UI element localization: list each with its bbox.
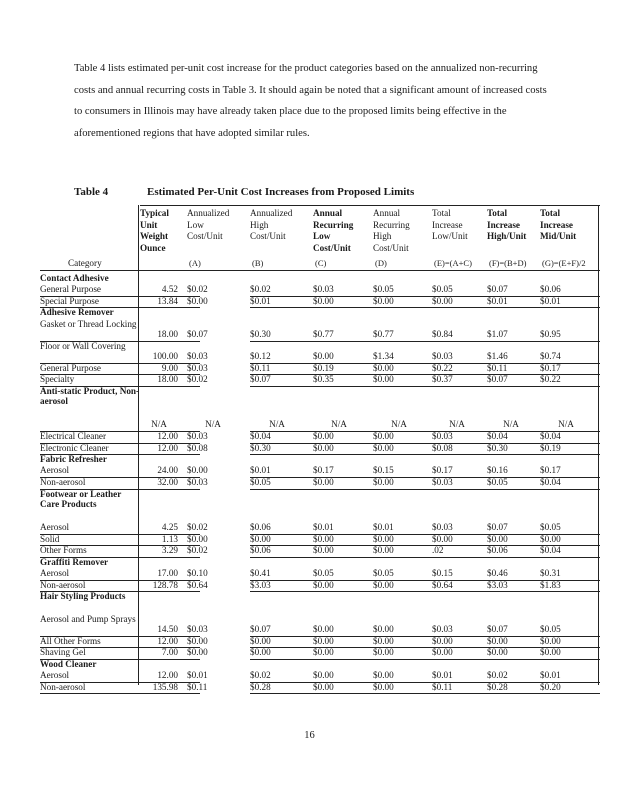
column-header: Total Increase Mid/Unit [540,208,577,241]
row-category: Electrical Cleaner [40,431,107,441]
cell-value: $0.00 [313,431,334,441]
cell-value: $0.28 [250,681,271,692]
row-category: Specialty [40,374,75,385]
cell-value: $0.00 [187,647,208,658]
cell-value: $0.31 [540,568,561,579]
cell-value: $0.00 [313,635,334,646]
row-category: Electronic Cleaner [40,442,109,453]
cell-value: $0.01 [373,522,394,533]
cell-value: $0.07 [487,522,508,533]
cell-value: $0.10 [187,568,208,579]
cell-value: $0.03 [187,350,208,361]
table-row [40,363,600,375]
cell-value: $0.02 [187,284,208,295]
cell-value: $0.01 [250,295,271,306]
section-heading: Adhesive Remover [40,307,114,318]
cell-value: $0.17 [432,465,453,476]
cell-value: $0.03 [432,431,453,441]
cell-value: $0.00 [487,635,508,646]
section-heading: Anti-static Product, Non-aerosol [40,385,140,406]
cell-value: $0.00 [487,647,508,658]
cell-value: $0.00 [313,350,334,361]
column-header: Annual Recurring Low Cost/Unit [313,208,354,253]
cell-value: $0.35 [313,374,334,385]
cell-value: $0.07 [250,374,271,385]
cell-value: $0.00 [373,623,394,634]
row-category: Aerosol [40,522,70,533]
cell-value: $0.00 [432,533,453,544]
table-row [40,580,600,592]
row-category: Other Forms [40,545,87,556]
cell-value: $0.03 [432,350,453,361]
section-heading: Fabric Refresher [40,454,107,465]
cell-value: $0.16 [487,465,508,476]
table-row [40,296,600,308]
table-row [40,568,600,580]
cell-value: $1.07 [487,328,508,339]
row-category: Gasket or Thread Locking [40,318,137,329]
table-row [40,341,600,363]
cell-value: $0.05 [313,568,334,579]
cell-value: $0.03 [432,477,453,487]
table-row [40,647,600,659]
row-category: Floor or Wall Covering [40,340,126,351]
cell-value: 4.52 [161,284,178,295]
cell-value: $0.11 [187,681,208,692]
cell-value: $0.28 [487,681,508,692]
cell-value: $0.03 [313,284,334,295]
row-rule [250,591,600,592]
cell-value: $0.00 [432,295,453,306]
cell-value: 9.00 [161,362,178,373]
cell-value: $0.05 [250,477,271,487]
table-row [40,636,600,648]
column-formula: (A) [189,258,201,268]
row-category: Aerosol [40,670,70,681]
cell-value: 32.00 [157,477,178,487]
cell-value: $0.02 [250,284,271,295]
table-row [40,534,600,546]
row-category: General Purpose [40,362,101,373]
cell-value: $0.06 [250,522,271,533]
row-category: General Purpose [40,284,101,295]
section-heading: Contact Adhesive [40,273,109,283]
column-formula: (E)=(A+C) [434,258,472,268]
cell-value: $0.19 [313,362,334,373]
column-header: Annualized Low Cost/Unit [187,208,230,241]
header-rule [140,205,600,206]
cell-value: 12.00 [157,431,178,441]
cell-value: $0.00 [187,295,208,306]
cell-value: $0.05 [540,522,561,533]
cell-value: $0.00 [187,465,208,476]
cell-value: $0.06 [540,284,561,295]
section-heading: Footwear or Leather Care Products [40,488,122,509]
cell-value: $0.00 [540,533,561,544]
cell-value: $0.00 [313,579,334,590]
cell-value: $0.01 [540,295,561,306]
cell-value: $0.01 [250,465,271,476]
cell-value: 3.29 [161,545,178,556]
cell-value: 24.00 [157,465,178,476]
cell-value: 7.00 [161,647,178,658]
table-row [40,477,600,489]
cell-value: N/A [558,419,574,430]
cell-value: $0.64 [432,579,453,590]
cell-value: $0.06 [250,545,271,556]
cell-value: 1.13 [161,533,178,544]
table-row [40,419,600,431]
column-formula: (F)=(B+D) [489,258,527,268]
cell-value: $0.07 [187,328,208,339]
cell-value: $0.00 [313,477,334,487]
cell-value: $0.05 [373,284,394,295]
cell-value: $0.00 [313,670,334,681]
table-row [40,284,600,296]
table-row [40,670,600,682]
cell-value: $0.00 [313,681,334,692]
row-category: Solid [40,533,60,544]
table-label: Table 4 [74,186,109,198]
cell-value: $0.00 [250,533,271,544]
row-category: Non-aerosol [40,579,86,590]
cell-value: $0.00 [373,579,394,590]
column-header: Total Increase High/Unit [487,208,527,241]
cell-value: N/A [269,419,285,430]
cell-value: N/A [391,419,407,430]
column-formula: (C) [315,258,327,268]
cell-value: N/A [331,419,347,430]
cell-value: $0.05 [540,623,561,634]
cell-value: $0.20 [540,681,561,692]
cell-value: $0.03 [187,477,208,487]
table-row [40,374,600,386]
section-heading: Hair Styling Products [40,591,126,602]
cell-value: $0.00 [373,442,394,453]
column-formula: (B) [252,258,264,268]
cell-value: $0.03 [187,431,208,441]
cell-value: $0.02 [487,670,508,681]
cell-value: $0.41 [250,568,271,579]
cell-value: $0.00 [313,623,334,634]
section-heading: Wood Cleaner [40,659,97,669]
row-rule [250,557,600,558]
intro-paragraph: Table 4 lists estimated per-unit cost increase for the product categories based on the annualized non-recurring costs and annual recurring costs in Table 3. It should again be noted that a significant amount of increased costs to consumers in Illinois may have already taken place due to the proposed limits being effective in the aforementioned regions that have adopted similar rules. [74,63,547,139]
cell-value: $0.00 [432,635,453,646]
cell-value: $0.30 [250,442,271,453]
cell-value: $0.00 [313,647,334,658]
cell-value: N/A [503,419,519,430]
cell-value: .02 [432,545,444,556]
cell-value: N/A [449,419,465,430]
row-rule [40,693,200,694]
cell-value: $0.05 [487,477,508,487]
cell-value: $0.95 [540,328,561,339]
cell-value: $0.17 [313,465,334,476]
row-category: Aerosol [40,465,70,476]
row-category: Aerosol and Pump Sprays [40,613,136,624]
cell-value: $0.01 [432,670,453,681]
cell-value: N/A [205,419,221,430]
cell-value: $3.03 [250,579,271,590]
cell-value: 18.00 [157,374,178,385]
cell-value: $0.08 [432,442,453,453]
cell-value: $0.04 [540,431,561,441]
cell-value: $0.02 [187,374,208,385]
row-category: Non-aerosol [40,477,86,487]
cell-value: 128.78 [152,579,178,590]
cell-value: $0.46 [487,568,508,579]
table-row [40,545,600,557]
cell-value: $0.07 [487,284,508,295]
cell-value: $0.04 [487,431,508,441]
row-category: All Other Forms [40,635,101,646]
cell-value: 100.00 [152,350,178,361]
header-rule [40,270,600,271]
cell-value: $0.03 [187,623,208,634]
cell-value: $0.00 [313,442,334,453]
table-row [40,431,600,443]
row-category: Non-aerosol [40,681,86,692]
cell-value: $0.02 [187,522,208,533]
row-rule [250,307,600,308]
cell-value: 12.00 [157,442,178,453]
cell-value: $0.00 [250,647,271,658]
cell-value: $0.00 [373,431,394,441]
section-heading: Graffiti Remover [40,557,109,567]
cell-value: $0.00 [250,635,271,646]
cell-value: $0.77 [373,328,394,339]
cell-value: $0.07 [487,623,508,634]
cell-value: 17.00 [157,568,178,579]
cell-value: $0.02 [187,545,208,556]
cell-value: 13.84 [157,295,178,306]
cell-value: $0.00 [432,647,453,658]
cell-value: $0.00 [373,545,394,556]
cell-value: $0.64 [187,579,208,590]
cell-value: $1.34 [373,350,394,361]
column-header: Annual Recurring High Cost/Unit [373,208,410,253]
cell-value: $0.00 [373,374,394,385]
cell-value: 18.00 [157,328,178,339]
column-formula: (G)=(E+F)/2 [542,258,586,268]
cell-value: $0.00 [373,477,394,487]
cell-value: $0.07 [250,623,271,634]
cell-value: $0.77 [313,328,334,339]
cell-value: $0.00 [313,295,334,306]
cell-value: 12.00 [157,635,178,646]
cell-value: $0.05 [432,284,453,295]
cell-value: $0.04 [540,545,561,556]
cell-value: $0.00 [373,647,394,658]
cell-value: $0.00 [373,635,394,646]
cell-value: 135.98 [152,681,178,692]
category-header: Category [68,258,102,268]
cell-value: $0.11 [432,681,453,692]
column-formula: (D) [375,258,387,268]
cell-value: $0.30 [250,328,271,339]
cell-value: 4.25 [161,522,178,533]
row-rule [250,693,600,694]
cell-value: $0.04 [540,477,561,487]
cell-value: $0.74 [540,350,561,361]
cell-value: $0.00 [540,647,561,658]
row-rule [250,489,600,490]
row-category: Shaving Gel [40,647,86,658]
cell-value: $0.01 [540,670,561,681]
cell-value: N/A [151,419,167,430]
cell-value: $0.01 [313,522,334,533]
cell-value: $0.15 [432,568,453,579]
cell-value: $0.19 [540,442,561,453]
cell-value: $0.03 [187,362,208,373]
table-row [40,522,600,534]
column-rule [138,205,139,685]
cell-value: $1.83 [540,579,561,590]
column-header: Total Increase Low/Unit [432,208,468,241]
cell-value: $0.05 [373,568,394,579]
cell-value: $0.11 [487,362,508,373]
cell-value: $0.15 [373,465,394,476]
table-row [40,682,600,694]
cell-value: $0.37 [432,374,453,385]
cell-value: $0.04 [250,431,271,441]
cell-value: $0.00 [187,635,208,646]
cell-value: $0.08 [187,442,208,453]
row-rule [250,454,600,455]
cell-value: $0.01 [487,295,508,306]
cell-value: $0.06 [487,545,508,556]
cell-value: $0.00 [187,533,208,544]
column-rule [598,205,599,685]
cell-value: 12.00 [157,670,178,681]
cell-value: $0.00 [487,533,508,544]
cell-value: $0.00 [373,681,394,692]
row-rule [250,386,600,387]
cell-value: $0.00 [313,533,334,544]
cell-value: 14.50 [157,623,178,634]
page-number: 16 [304,730,315,741]
table-title: Estimated Per-Unit Cost Increases from Proposed Limits [147,186,415,198]
cell-value: $1.46 [487,350,508,361]
table-row [40,319,600,341]
row-rule [250,659,600,660]
row-category: Aerosol [40,568,70,579]
row-category: Special Purpose [40,295,99,306]
cell-value: $0.03 [432,623,453,634]
cell-value: $0.22 [540,374,561,385]
cell-value: $0.07 [487,374,508,385]
cell-value: $0.00 [373,295,394,306]
cell-value: $0.00 [540,635,561,646]
cell-value: $0.22 [432,362,453,373]
cell-value: $0.03 [432,522,453,533]
cell-value: $0.01 [187,670,208,681]
column-header: Typical Unit Weight Ounce [140,208,169,253]
table-row [40,614,600,636]
cell-value: $3.03 [487,579,508,590]
cell-value: $0.17 [540,465,561,476]
cell-value: $0.30 [487,442,508,453]
table-row [40,465,600,477]
cell-value: $0.00 [373,533,394,544]
cell-value: $0.12 [250,350,271,361]
cell-value: $0.00 [373,362,394,373]
cell-value: $0.11 [250,362,271,373]
cell-value: $0.02 [250,670,271,681]
cell-value: $0.00 [313,545,334,556]
cell-value: $0.00 [373,670,394,681]
cell-value: $0.84 [432,328,453,339]
table-row [40,443,600,455]
cell-value: $0.17 [540,362,561,373]
column-header: Annualized High Cost/Unit [250,208,293,241]
